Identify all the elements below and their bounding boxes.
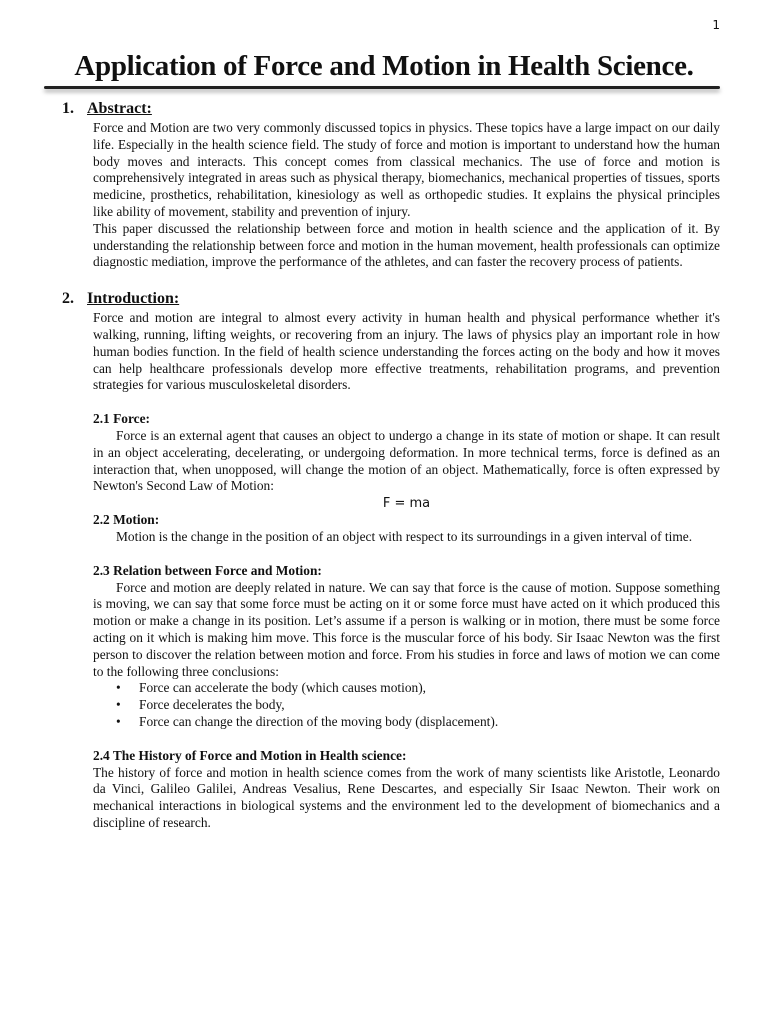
conclusions-list bbox=[93, 680, 720, 730]
list-item bbox=[116, 697, 720, 714]
page-number: 1 bbox=[712, 18, 720, 32]
relation-heading: 2.3 Relation between Force and Motion: bbox=[93, 562, 322, 578]
list-item-text: Force can change the direction of the moving body (displacement). bbox=[139, 713, 499, 729]
introduction-number: 2. bbox=[62, 290, 74, 308]
introduction-heading bbox=[62, 290, 720, 308]
force-heading: 2.1 Force: bbox=[93, 411, 151, 427]
abstract-paragraph-1: Force and Motion are two very commonly discussed topics in physics. These topics have a large impact on our daily life. Especially in the health science field. The study of force and motion is important to understand how the human body moves and interacts. This concept comes from classical mechanics. The use of force and motion is comprehensively integrated in areas such as physical therapy, biomechanics, mechanical properties of tissues, sports medicine, prosthetics, rehabilitation, kinesiology as well as orthopedic studies. It explains the physical principles like ability of movement, stability and prevention of injury. bbox=[93, 120, 720, 219]
list-item-text: Force can accelerate the body (which causes motion), bbox=[139, 680, 427, 696]
abstract-paragraph-2: This paper discussed the relationship between force and motion in health science and the application of it. By understanding the relationship between force and motion in the human movement, health professionals can optimize diagnostic mediation, improve the performance of the athletes, and can faster the recovery process of patients. bbox=[93, 220, 720, 270]
force-equation: F = ma bbox=[382, 496, 431, 512]
list-item bbox=[116, 714, 720, 731]
relation-paragraph: Force and motion are deeply related in nature. We can say that force is the cause of motion. Suppose something is moving, we can say that some force must be acting on it or some force must have acted on it which produced this motion or make a change in its position. Let’s assume if a person is walking or in motion, there must be some force acting on it which is making him move. This force is the muscular force of his body. Sir Isaac Newton was the first person to discover the relation between motion and force. From his studies in force and laws of motion we can come to the following three conclusions: bbox=[93, 579, 720, 679]
bullet-marker: • bbox=[116, 697, 121, 713]
document-title: Application of Force and Motion in Health Science. bbox=[74, 50, 694, 82]
abstract-title: Abstract: bbox=[87, 100, 152, 117]
abstract-heading bbox=[62, 100, 720, 118]
section-abstract bbox=[62, 100, 720, 271]
title-underline bbox=[44, 86, 720, 89]
motion-heading: 2.2 Motion: bbox=[93, 512, 160, 528]
history-paragraph: The history of force and motion in health science comes from the work of many scientists like Aristotle, Leonardo da Vinci, Galileo Galilei, Andreas Vesalius, Rene Descartes, and especially Sir Isaac Newton. Their work on mechanical interactions in biological systems and the environment led to the development of biomechanics and a discipline of research. bbox=[93, 764, 720, 830]
history-heading: 2.4 The History of Force and Motion in Health science: bbox=[93, 747, 407, 763]
abstract-number: 1. bbox=[62, 100, 74, 117]
list-item bbox=[116, 680, 720, 697]
bullet-marker: • bbox=[116, 680, 121, 696]
section-introduction bbox=[62, 290, 720, 832]
motion-paragraph: Motion is the change in the position of an object with respect to its surroundings in a given interval of time. bbox=[116, 528, 693, 544]
document-body bbox=[62, 100, 720, 832]
force-paragraph: Force is an external agent that causes an object to undergo a change in its state of motion or shape. It can result in an object accelerating, decelerating, or undergoing deformation. In more technical terms, force is defined as an interaction that, when unopposed, will change the motion of an object. Mathematically, force is often expressed by Newton's Second Law of Motion: bbox=[93, 427, 720, 494]
introduction-paragraph: Force and motion are integral to almost every activity in human health and physical performance whether it's walking, running, lifting weights, or recovering from an injury. The laws of physics play an important role in how human bodies function. In the field of health science understanding the forces acting on the body and how it moves can help healthcare professionals develop more effective treatments, rehabilitation programs, and prevention strategies for various musculoskeletal disorders. bbox=[93, 310, 720, 393]
list-item-text: Force decelerates the body, bbox=[139, 697, 285, 713]
introduction-title: Introduction: bbox=[87, 290, 180, 308]
bullet-marker: • bbox=[116, 713, 121, 729]
